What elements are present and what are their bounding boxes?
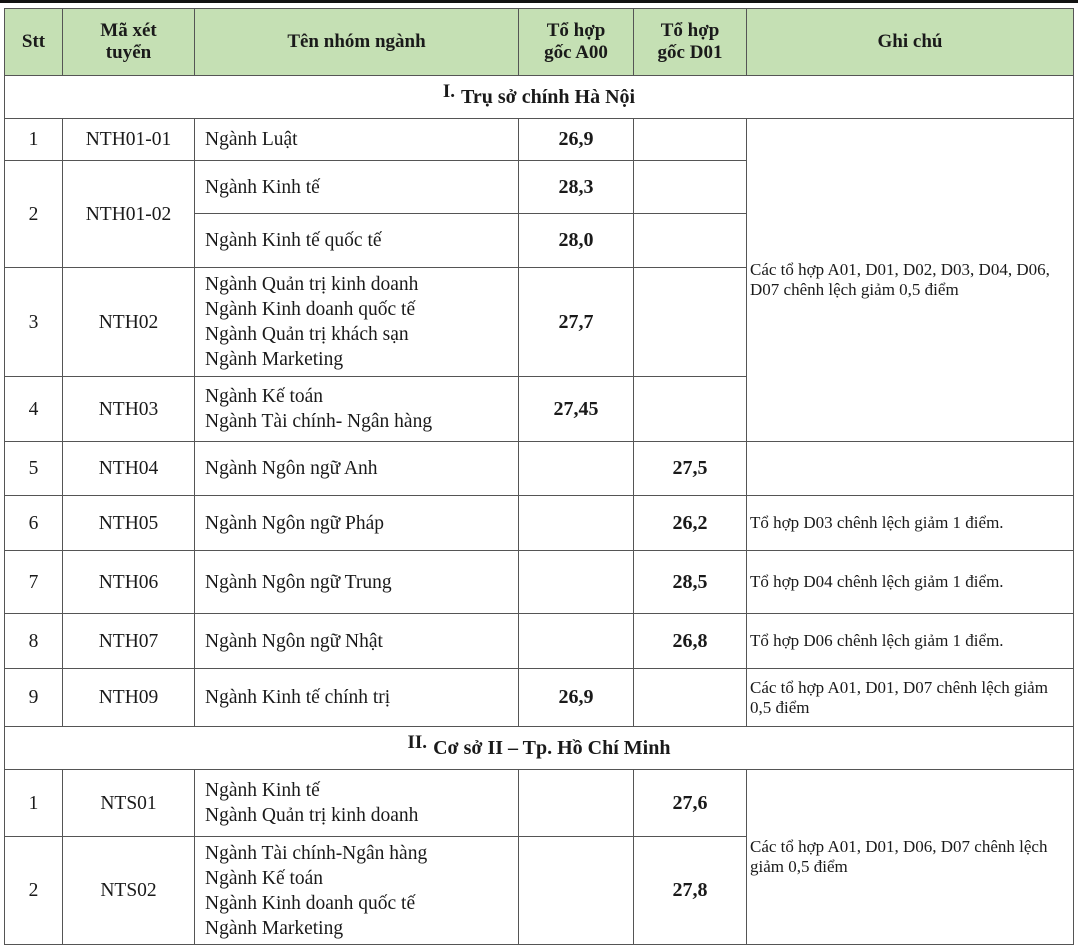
cell-major: Ngành Ngôn ngữ Pháp — [195, 496, 519, 551]
header-d01-line2: gốc D01 — [657, 42, 723, 63]
cell-stt: 9 — [5, 669, 63, 727]
cell-stt: 7 — [5, 551, 63, 614]
header-row — [5, 9, 1074, 76]
major-item: Ngành Marketing — [205, 917, 344, 939]
cell-major-list — [195, 770, 519, 837]
cell-major: Ngành Ngôn ngữ Nhật — [195, 614, 519, 669]
cell-stt: 4 — [5, 377, 63, 442]
table-row — [5, 119, 1074, 161]
header-ghi-chu: Ghi chú — [747, 9, 1074, 76]
cell-major-list — [195, 837, 519, 945]
header-a00-line2: gốc A00 — [544, 42, 608, 63]
cell-score-d01 — [634, 161, 747, 214]
major-item: Ngành Kế toán — [205, 386, 324, 407]
cell-score-d01 — [634, 214, 747, 268]
cell-code: NTH01-02 — [63, 161, 195, 268]
cell-stt: 3 — [5, 268, 63, 377]
cell-score-d01 — [634, 119, 747, 161]
cell-score-d01: 27,5 — [634, 442, 747, 496]
cell-score-a00: 27,45 — [519, 377, 634, 442]
cell-stt: 2 — [5, 161, 63, 268]
cell-code: NTH02 — [63, 268, 195, 377]
cell-note: Tổ hợp D06 chênh lệch giảm 1 điểm. — [747, 614, 1074, 669]
cell-score-d01: 27,8 — [634, 837, 747, 945]
table-row — [5, 551, 1074, 614]
cell-major: Ngành Luật — [195, 119, 519, 161]
header-ma-xet-tuyen-line2: tuyển — [105, 42, 152, 63]
cell-score-d01: 26,2 — [634, 496, 747, 551]
cell-score-d01 — [634, 669, 747, 727]
table-row — [5, 496, 1074, 551]
cell-major: Ngành Kinh tế chính trị — [195, 669, 519, 727]
major-item: Ngành Kinh tế — [205, 780, 320, 801]
cell-major-list — [195, 268, 519, 377]
cell-score-a00 — [519, 614, 634, 669]
table-row — [5, 614, 1074, 669]
section-heading-row — [5, 727, 1074, 770]
cell-score-a00 — [519, 837, 634, 945]
cell-score-d01: 28,5 — [634, 551, 747, 614]
cell-stt: 5 — [5, 442, 63, 496]
cell-score-d01 — [634, 377, 747, 442]
table-row — [5, 770, 1074, 837]
cell-code: NTH05 — [63, 496, 195, 551]
table-row — [5, 669, 1074, 727]
cell-score-a00: 27,7 — [519, 268, 634, 377]
major-item: Ngành Tài chính- Ngân hàng — [205, 411, 433, 432]
cell-score-a00 — [519, 551, 634, 614]
cell-note — [747, 442, 1074, 496]
cell-code: NTH07 — [63, 614, 195, 669]
cell-score-d01: 27,6 — [634, 770, 747, 837]
cell-score-a00 — [519, 770, 634, 837]
cell-score-a00 — [519, 442, 634, 496]
section-heading-hanoi — [5, 76, 1074, 119]
section-title: Trụ sở chính Hà Nội — [461, 85, 636, 108]
cell-code: NTH03 — [63, 377, 195, 442]
cell-code: NTS02 — [63, 837, 195, 945]
major-item: Ngành Quản trị kinh doanh — [205, 274, 419, 295]
cell-score-d01: 26,8 — [634, 614, 747, 669]
cell-code: NTS01 — [63, 770, 195, 837]
major-item: Ngành Quản trị khách sạn — [205, 324, 409, 345]
cell-code: NTH09 — [63, 669, 195, 727]
section-roman-numeral: II. — [407, 731, 428, 753]
admission-scores-table — [4, 8, 1074, 945]
cell-score-a00: 26,9 — [519, 669, 634, 727]
cell-score-a00: 26,9 — [519, 119, 634, 161]
section-heading-hcmc — [5, 727, 1074, 770]
major-item: Ngành Tài chính-Ngân hàng — [205, 842, 428, 864]
cell-major-list — [195, 377, 519, 442]
cell-major: Ngành Ngôn ngữ Trung — [195, 551, 519, 614]
major-item: Ngành Kế toán — [205, 867, 324, 889]
cell-score-a00 — [519, 496, 634, 551]
cell-major: Ngành Kinh tế quốc tế — [195, 214, 519, 268]
header-ten-nhom-nganh: Tên nhóm ngành — [195, 9, 519, 76]
cell-note: Các tổ hợp A01, D01, D07 chênh lệch giảm 0,5 điểm — [747, 669, 1074, 727]
cell-stt: 2 — [5, 837, 63, 945]
major-item: Ngành Kinh doanh quốc tế — [205, 299, 416, 320]
header-a00-line1: Tổ hợp — [546, 20, 606, 41]
header-d01-line1: Tổ hợp — [660, 20, 720, 41]
cell-major: Ngành Kinh tế — [195, 161, 519, 214]
cell-note-merged: Các tổ hợp A01, D01, D06, D07 chênh lệch giảm 0,5 điểm — [747, 770, 1074, 945]
cell-score-a00: 28,0 — [519, 214, 634, 268]
header-a00 — [519, 9, 634, 76]
header-stt: Stt — [5, 9, 63, 76]
cell-major: Ngành Ngôn ngữ Anh — [195, 442, 519, 496]
major-item: Ngành Kinh doanh quốc tế — [205, 892, 416, 914]
table-row — [5, 442, 1074, 496]
cell-score-d01 — [634, 268, 747, 377]
cell-stt: 6 — [5, 496, 63, 551]
cell-code: NTH04 — [63, 442, 195, 496]
cell-stt: 1 — [5, 119, 63, 161]
cell-note: Tổ hợp D03 chênh lệch giảm 1 điểm. — [747, 496, 1074, 551]
cell-stt: 1 — [5, 770, 63, 837]
major-item: Ngành Marketing — [205, 349, 344, 370]
major-item: Ngành Quản trị kinh doanh — [205, 805, 419, 826]
section-roman-numeral: I. — [442, 80, 456, 102]
cell-score-a00: 28,3 — [519, 161, 634, 214]
header-ma-xet-tuyen-line1: Mã xét — [100, 20, 157, 41]
cell-note: Tổ hợp D04 chênh lệch giảm 1 điểm. — [747, 551, 1074, 614]
section-title: Cơ sở II – Tp. Hồ Chí Minh — [433, 736, 671, 759]
cell-stt: 8 — [5, 614, 63, 669]
cell-code: NTH01-01 — [63, 119, 195, 161]
top-border — [0, 0, 1078, 3]
section-heading-row — [5, 76, 1074, 119]
header-d01 — [634, 9, 747, 76]
cell-note-merged: Các tổ hợp A01, D01, D02, D03, D04, D06, D07 chênh lệch giảm 0,5 điểm — [747, 119, 1074, 442]
header-ma-xet-tuyen — [63, 9, 195, 76]
cell-code: NTH06 — [63, 551, 195, 614]
